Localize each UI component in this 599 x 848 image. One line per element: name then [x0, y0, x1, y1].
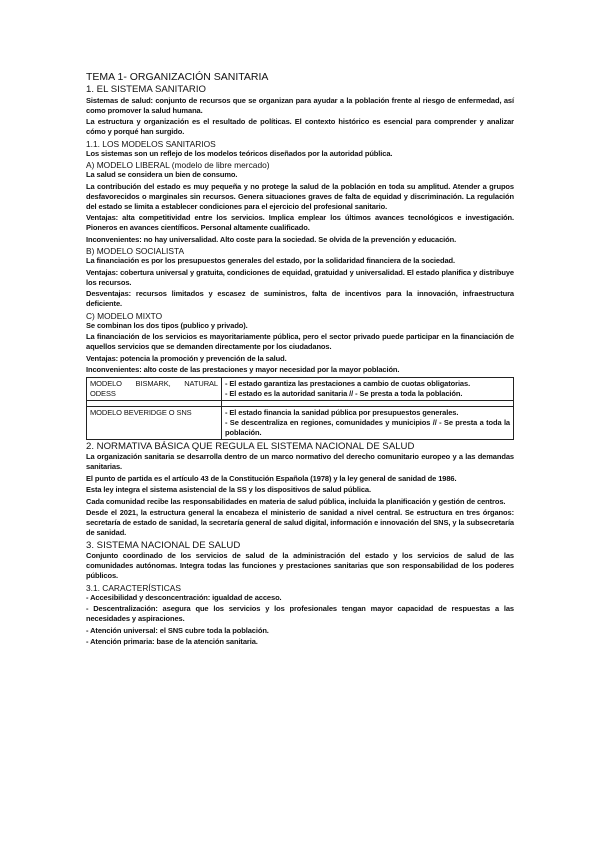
model-c-heading: C) MODELO MIXTO: [86, 310, 163, 321]
subsection-3-1-heading: 3.1. CARACTERÍSTICAS: [86, 582, 181, 593]
paragraph: Se combinan los dos tipos (publico y privado).: [86, 320, 248, 330]
model-description-line: - Se descentraliza en regiones, comunidades y municipios // - Se presta a toda la población.: [225, 417, 510, 437]
section-3-heading: 3. SISTEMA NACIONAL DE SALUD: [86, 539, 241, 551]
model-b-heading: B) MODELO SOCIALISTA: [86, 246, 185, 256]
paragraph: Esta ley integra el sistema asistencial de la SS y los dispositivos de salud pública.: [86, 485, 371, 494]
model-description-line: - El estado garantiza las prestaciones a cambio de cuotas obligatorias.: [225, 378, 471, 388]
paragraph: Inconvenientes: alto coste de las prestaciones y mayor necesidad por la mayor población.: [86, 365, 400, 374]
model-description-cell: [222, 377, 514, 400]
list-item: - Atención primaria: base de la atención sanitaria.: [86, 637, 258, 646]
section-2-heading: 2. NORMATIVA BÁSICA QUE REGULA EL SISTEMA NACIONAL DE SALUD: [86, 440, 415, 452]
model-a-heading: A) MODELO LIBERAL (modelo de libre mercado): [86, 160, 270, 170]
list-item: - Descentralización: asegura que los servicios y los profesionales tengan mayor capacidad de respuestas a las necesidades y aspiraciones.: [86, 604, 514, 623]
subsection-1-1-heading: 1.1. LOS MODELOS SANITARIOS: [86, 138, 216, 149]
list-item: - Accesibilidad y desconcentración: igualdad de acceso.: [86, 592, 282, 602]
paragraph: La organización sanitaria se desarrolla dentro de un marco normativo del derecho comunitario europeo y a las demandas sanitarias.: [86, 452, 514, 471]
paragraph: Conjunto coordinado de los servicios de salud de la administración del estado y los servicios de salud de las comunidades autónomas. Integra todas las funciones y prestaciones sanitarias que son responsabilidad de los poderes públicos.: [86, 551, 514, 580]
document-title: TEMA 1- ORGANIZACIÓN SANITARIA: [86, 71, 269, 83]
models-table: [86, 377, 514, 440]
paragraph: Sistemas de salud: conjunto de recursos que se organizan para ayudar a la población frente al riesgo de enfermedad, así como promover la salud humana.: [86, 95, 514, 115]
model-description-cell: [222, 406, 514, 439]
paragraph: Inconvenientes: no hay universalidad. Alto coste para la sociedad. Se olvida de la prevención y educación.: [86, 234, 457, 244]
model-name-cell: MODELO BISMARK, NATURAL ODESS: [87, 377, 222, 400]
paragraph: La financiación de los servicios es mayoritariamente pública, pero el sector privado puede participar en la financiación de aquellos servicios que se demanden directamente por los ciudadanos.: [86, 332, 514, 351]
model-description-line: - El estado es la autoridad sanitaria // - Se presta a toda la población.: [225, 388, 463, 398]
paragraph: Ventajas: cobertura universal y gratuita, condiciones de equidad, gratuidad y universalidad. El estado planifica y distribuye los recursos.: [86, 267, 514, 287]
paragraph: El punto de partida es el artículo 43 de la Constitución Española (1978) y la ley general de sanidad de 1986.: [86, 473, 457, 483]
document-content: [86, 71, 514, 649]
section-1-heading: 1. EL SISTEMA SANITARIO: [86, 84, 206, 95]
model-description-line: - El estado financia la sanidad pública por presupuestos generales.: [225, 407, 459, 417]
paragraph: La estructura y organización es el resultado de políticas. El contexto histórico es esencial para comprender y analizar cómo y porqué han surgido.: [86, 117, 514, 136]
paragraph: Desventajas: recursos limitados y escasez de suministros, falta de incentivos para la innovación, infraestructura deficiente.: [86, 289, 514, 308]
paragraph: Cada comunidad recibe las responsabilidades en materia de salud pública, incluida la planificación y gestión de centros.: [86, 496, 506, 506]
paragraph: Los sistemas son un reflejo de los modelos teóricos diseñados por la autoridad pública.: [86, 148, 393, 158]
list-item: - Atención universal: el SNS cubre toda la población.: [86, 625, 269, 635]
paragraph: Ventajas: alta competitividad entre los servicios. Implica emplear los últimos avances tecnológicos e investigación. Pioneros en avances científicos. Personal altamente cualificado.: [86, 213, 514, 232]
paragraph: Ventajas: potencia la promoción y prevención de la salud.: [86, 353, 287, 363]
table-row: [87, 377, 514, 400]
paragraph: La contribución del estado es muy pequeña y no protege la salud de la población en toda su amplitud. Atender a grupos desfavorecidos o marginales sin recursos. Genera situaciones graves de falta de equidad y discriminación. La regulación del estado se limita a establecer condiciones para el ejercicio del profesional sanitario.: [86, 181, 514, 211]
paragraph: Desde el 2021, la estructura general la encabeza el ministerio de sanidad a nivel central. Se estructura en tres órganos: secretaría de estado de sanidad, la secretaría general de salud digital, información e innovación del SNS, y la subsecretaría de sanidad.: [86, 508, 514, 537]
paragraph: La financiación es por los presupuestos generales del estado, por la solidaridad financiera de la sociedad.: [86, 256, 455, 265]
model-name-cell: MODELO BEVERIDGE O SNS: [87, 406, 222, 439]
table-row: [87, 406, 514, 439]
paragraph: La salud se considera un bien de consumo.: [86, 170, 238, 179]
